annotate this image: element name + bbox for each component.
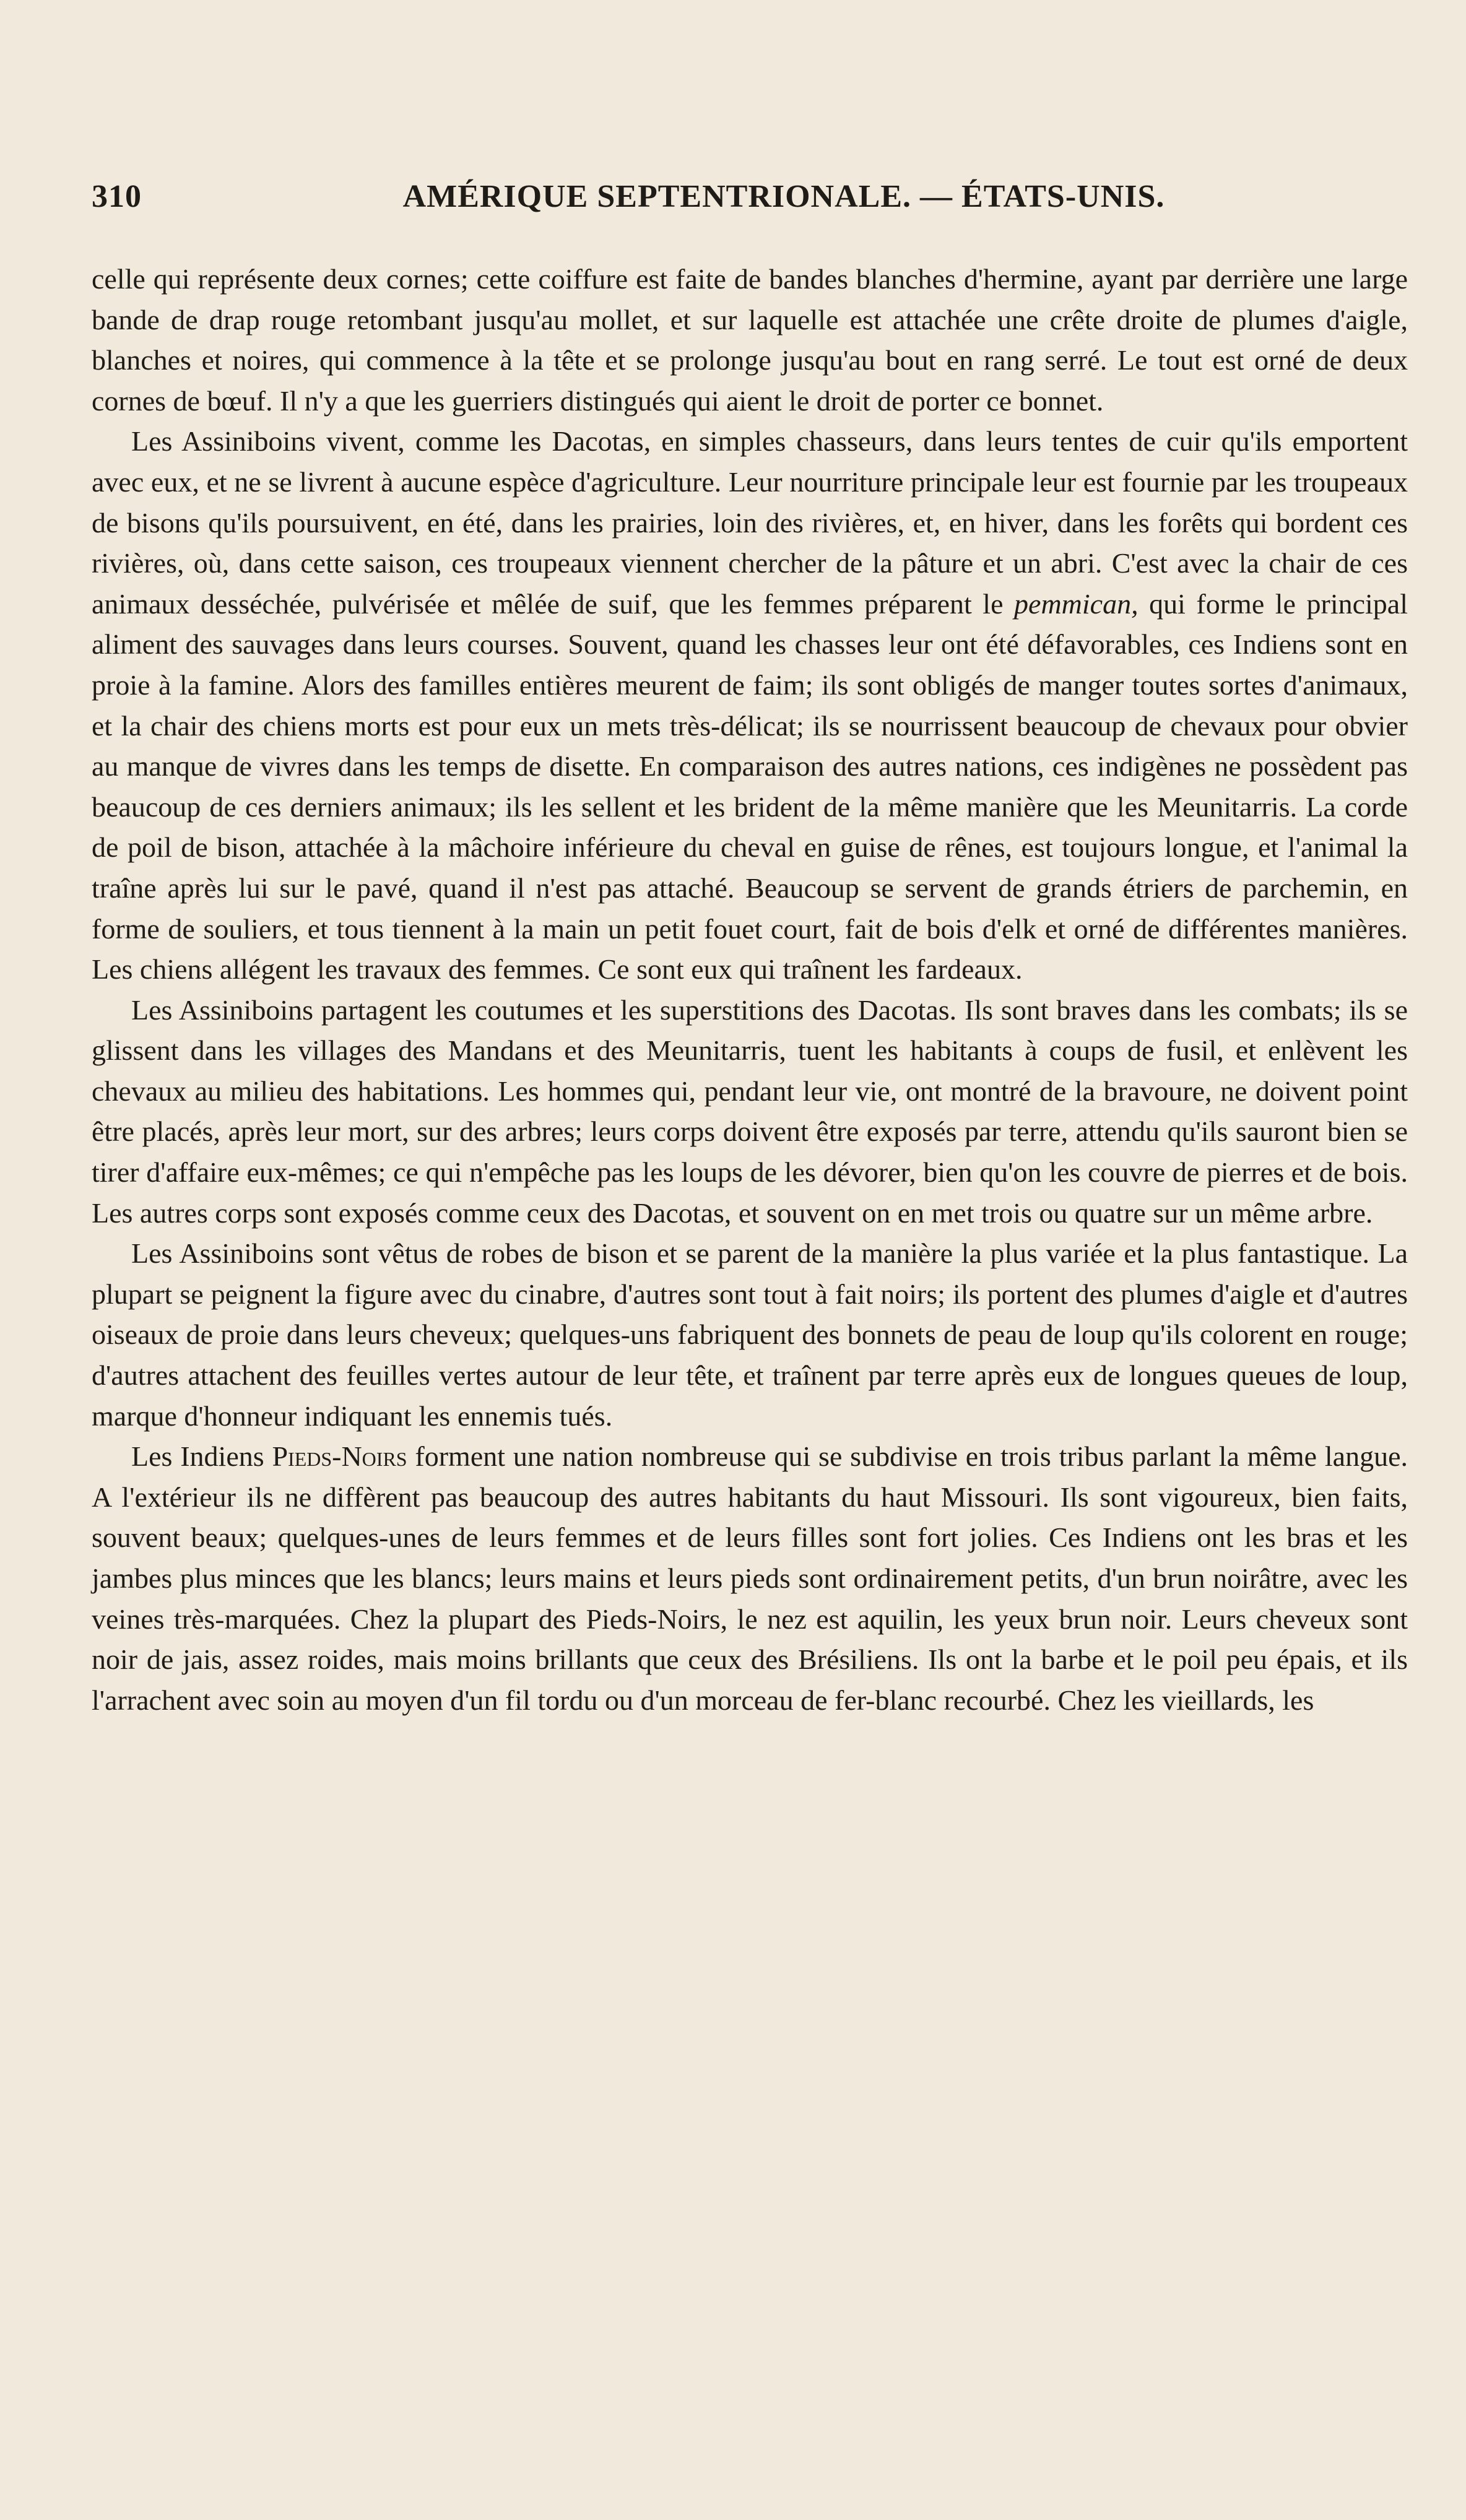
page-number: 310 — [92, 179, 142, 214]
body-text — [92, 259, 1408, 1720]
paragraph-5 — [92, 1436, 1408, 1720]
running-header — [92, 178, 1408, 228]
paragraph-2-part-2: qui forme le principal aliment des sauvages dans leurs courses. Souvent, quand les chasses leur ont été défavorables, ces Indiens sont en proie à la famine. Alors des familles entières meurent de faim; ils sont obligés de manger toutes sortes d'animaux, et la chair des chiens morts est pour eux un mets très-délicat; ils se nourrissent beaucoup de chevaux pour obvier au manque de vivres dans les temps de disette. En comparaison des autres nations, ces indigènes ne possèdent pas beaucoup de ces derniers animaux; ils les sellent et les brident de la même manière que les Meunitarris. La corde de poil de bison, attachée à la mâchoire inférieure du cheval en guise de rênes, est toujours longue, et l'animal la traîne après lui sur le pavé, quand il n'est pas attaché. Beaucoup se servent de grands étriers de parchemin, en forme de souliers, et tous tiennent à la main un petit fouet court, fait de bois d'elk et orné de différentes manières. Les chiens allégent les travaux des femmes. Ce sont eux qui traînent les fardeaux. — [92, 587, 1408, 985]
paragraph-5-part-1: Les Indiens — [131, 1440, 272, 1473]
paragraph-1: celle qui représente deux cornes; cette coiffure est faite de bandes blanches d'hermine, ayant par derrière une large bande de drap rouge retombant jusqu'au mollet, et sur laquelle est attachée une crête droite de plumes d'aigle, blanches et noires, qui commence à la tête et se prolonge jusqu'au bout en rang serré. Le tout est orné de deux cornes de bœuf. Il n'y a que les guerriers distingués qui aient le droit de porter ce bonnet. — [92, 263, 1408, 417]
paragraph-3: Les Assiniboins partagent les coutumes et les superstitions des Dacotas. Ils sont braves dans les combats; ils se glissent dans les villages des Mandans et des Meunitarris, tuent les habitants à coups de fusil, et enlèvent les chevaux au milieu des habitations. Les hommes qui, pendant leur vie, ont montré de la bravoure, ne doivent point être placés, après leur mort, sur des arbres; leurs corps doivent être exposés par terre, attendu qu'ils sauront bien se tirer d'affaire eux-mêmes; ce qui n'empêche pas les loups de les dévorer, bien qu'on les couvre de pierres et de bois. Les autres corps sont exposés comme ceux des Dacotas, et souvent on en met trois ou quatre sur un même arbre. — [92, 994, 1408, 1229]
paragraph-2 — [92, 421, 1408, 989]
paragraph-4: Les Assiniboins sont vêtus de robes de bison et se parent de la manière la plus variée et la plus fantastique. La plupart se peignent la figure avec du cinabre, d'autres sont tout à fait noirs; ils portent des plumes d'aigle et d'autres oiseaux de proie dans leurs cheveux; quelques-uns fabriquent des bonnets de peau de loup qu'ils colorent en rouge; d'autres attachent des feuilles vertes autour de leur tête, et traînent par terre après eux de longues queues de loup, marque d'honneur indiquant les ennemis tués. — [92, 1237, 1408, 1432]
pemmican-term: pemmican, — [1014, 587, 1139, 620]
running-title: AMÉRIQUE SEPTENTRIONALE. — ÉTATS-UNIS. — [402, 179, 1165, 214]
paragraph-2-part-1: Les Assiniboins vivent, comme les Dacotas, en simples chasseurs, dans leurs tentes de cuir qu'ils emportent avec eux, et ne se livrent à aucune espèce d'agriculture. Leur nourriture principale leur est fournie par les troupeaux de bisons qu'ils poursuivent, en été, dans les prairies, loin des rivières, et, en hiver, dans les forêts qui bordent ces rivières, où, dans cette saison, ces troupeaux viennent chercher de la pâture et un abri. C'est avec la chair de ces animaux desséchée, pulvérisée et mêlée de suif, que les femmes préparent le — [92, 425, 1408, 620]
pieds-noirs-term: Pieds-Noirs — [272, 1440, 407, 1473]
paragraph-5-part-2: forment une nation nombreuse qui se subdivise en trois tribus parlant la même langue. A l'extérieur ils ne diffèrent pas beaucoup des autres habitants du haut Missouri. Ils sont vigoureux, bien faits, souvent beaux; quelques-unes de leurs femmes et de leurs filles sont fort jolies. Ces Indiens ont les bras et les jambes plus minces que les blancs; leurs mains et leurs pieds sont ordinairement petits, d'un brun noirâtre, avec les veines très-marquées. Chez la plupart des Pieds-Noirs, le nez est aquilin, les yeux brun noir. Leurs cheveux sont noir de jais, assez roides, mais moins brillants que ceux des Brésiliens. Ils ont la barbe et le poil peu épais, et ils l'arrachent avec soin au moyen d'un fil tordu ou d'un morceau de fer-blanc recourbé. Chez les vieillards, les — [92, 1440, 1408, 1716]
